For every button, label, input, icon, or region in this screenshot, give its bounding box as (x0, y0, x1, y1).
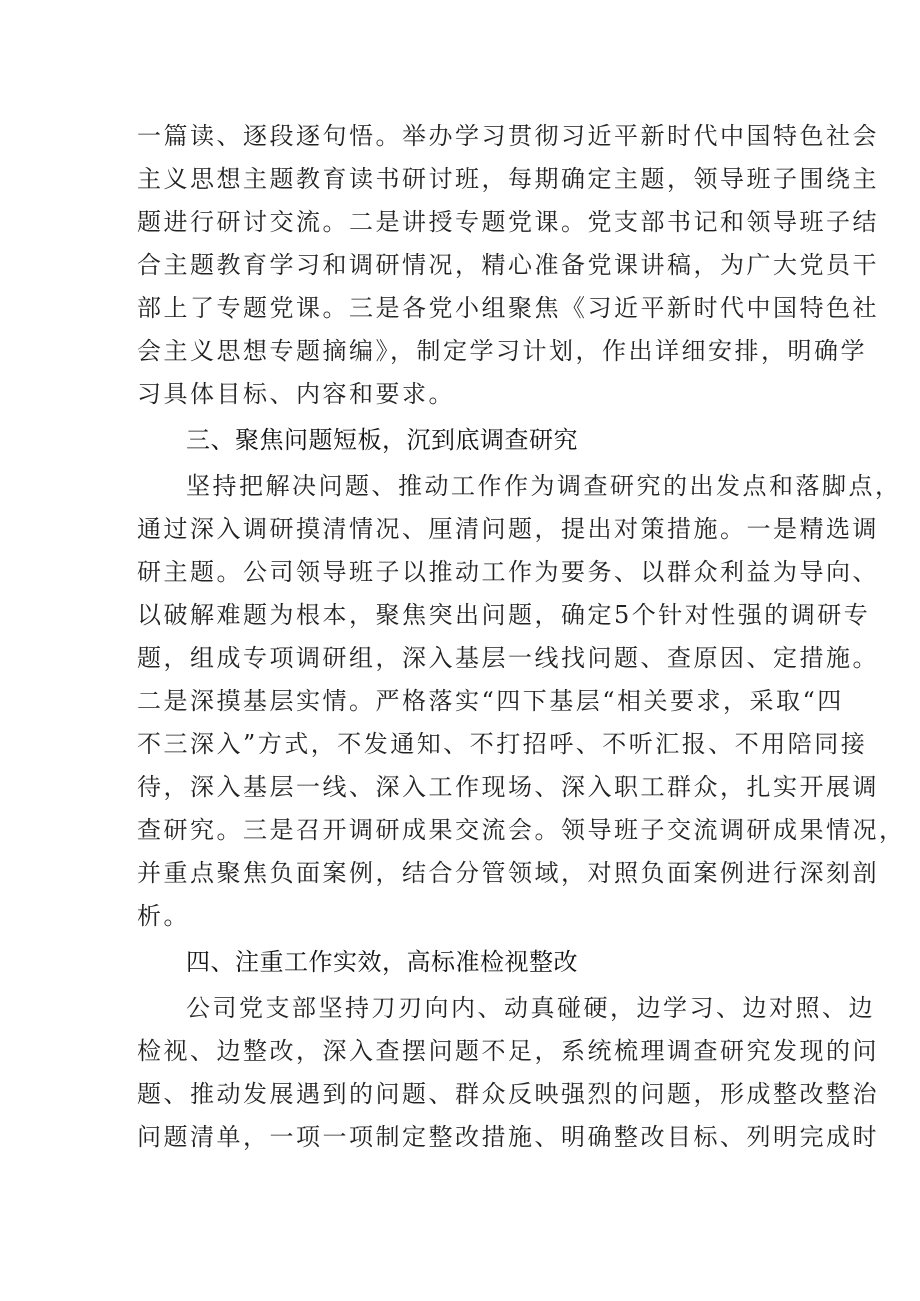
section-heading-3: 三、聚焦问题短板，沉到底调查研究 (186, 426, 578, 454)
text-line: 查研究。三是召开调研成果交流会。领导班子交流调研成果情况， (137, 816, 906, 844)
section-heading-4: 四、注重工作实效，高标准检视整改 (186, 948, 578, 976)
text-line: 题进行研讨交流。二是讲授专题党课。党支部书记和领导班子结 (137, 208, 879, 236)
text-line: 题，组成专项调研组，深入基层一线找问题、查原因、定措施。 (137, 644, 879, 672)
text-line: 部上了专题党课。三是各党小组聚焦《习近平新时代中国特色社 (137, 294, 879, 322)
text-line: 合主题教育学习和调研情况，精心准备党课讲稿，为广大党员干 (137, 251, 879, 279)
section-4-paragraph (137, 987, 879, 1159)
paragraph-continuation (137, 115, 879, 416)
text-line: 坚持把解决问题、推动工作作为调查研究的出发点和落脚点， (186, 472, 902, 500)
text-line: 问题清单，一项一项制定整改措施、明确整改目标、列明完成时 (137, 1123, 879, 1151)
text-line: 题、推动发展遇到的问题、群众反映强烈的问题，形成整改整治 (137, 1080, 879, 1108)
document-body (137, 115, 906, 1159)
text-line: 通过深入调研摸清情况、厘清问题，提出对策措施。一是精选调 (137, 515, 879, 543)
text-line: 待，深入基层一线、深入工作现场、深入职工群众，扎实开展调 (137, 773, 879, 801)
text-line: 二是深摸基层实情。严格落实“四下基层“相关要求，采取“四 (137, 687, 844, 715)
text-line: 不三深入”方式，不发通知、不打招呼、不听汇报、不用陪同接 (137, 730, 868, 758)
text-line: 习具体目标、内容和要求。 (137, 380, 455, 408)
text-line: 一篇读、逐段逐句悟。举办学习贯彻习近平新时代中国特色社会 (137, 122, 879, 150)
text-line: 析。 (137, 902, 190, 930)
text-line: 检视、边整改，深入查摆问题不足，系统梳理调查研究发现的问 (137, 1037, 879, 1065)
text-line: 研主题。公司领导班子以推动工作为要务、以群众利益为导向、 (137, 558, 879, 586)
text-line: 以破解难题为根本，聚焦突出问题，确定5个针对性强的调研专 (137, 601, 871, 629)
text-line: 公司党支部坚持刀刃向内、动真碰硬，边学习、边对照、边 (186, 994, 875, 1022)
text-line: 主义思想主题教育读书研讨班，每期确定主题，领导班子围绕主 (137, 165, 879, 193)
text-line: 会主义思想专题摘编》，制定学习计划，作出详细安排，明确学 (137, 337, 867, 365)
section-3-paragraph (137, 465, 906, 938)
text-line: 并重点聚焦负面案例，结合分管领域，对照负面案例进行深刻剖 (137, 859, 879, 887)
